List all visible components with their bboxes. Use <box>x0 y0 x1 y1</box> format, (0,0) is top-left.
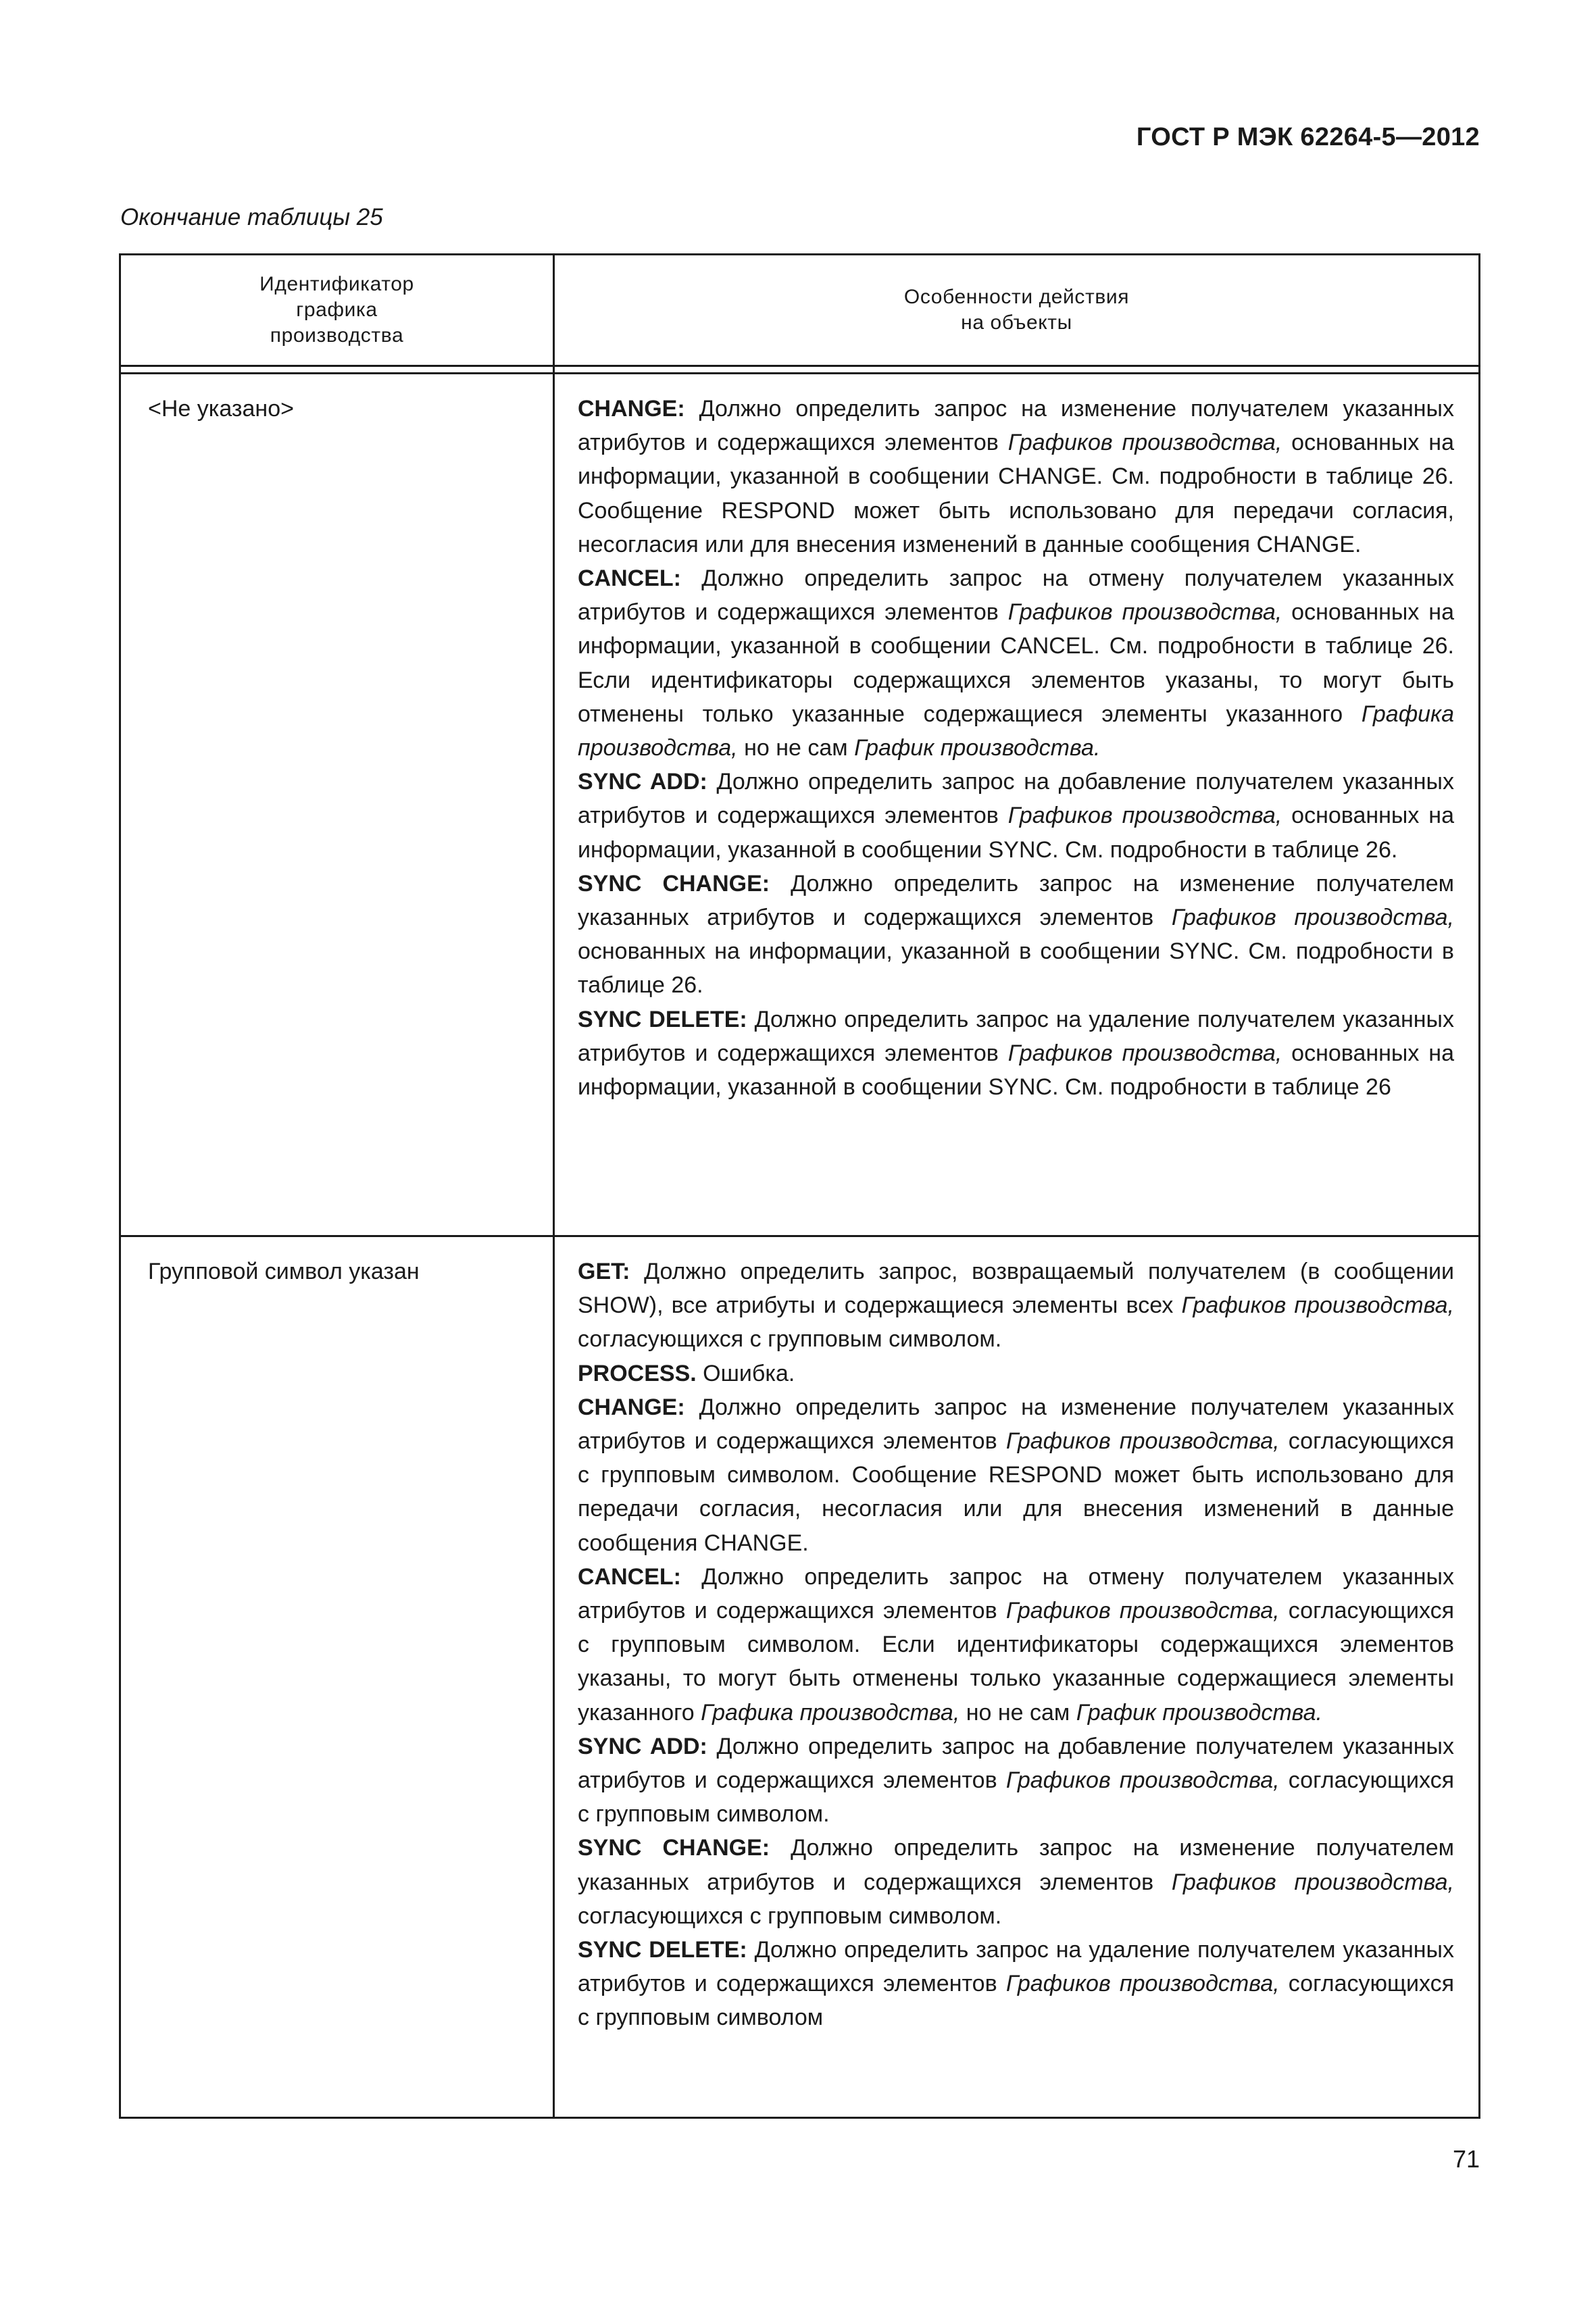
action-entry <box>578 765 1454 867</box>
schedule-identifier-cell: <Не указано> <box>120 374 554 1236</box>
column-header-actions-text: Особенности действия на объекты <box>903 286 1130 334</box>
action-description-cell <box>554 1236 1480 2118</box>
action-text: Должно определить запрос на изменение получателем указанных атрибутов и содержащихся элементов <box>578 396 1454 456</box>
action-keyword: SYNC ADD: <box>578 769 707 795</box>
table-row <box>120 1236 1480 2118</box>
column-header-identifier <box>120 255 554 366</box>
schedule-identifier-cell: Групповой символ указан <box>120 1236 554 2118</box>
action-entry <box>578 1933 1454 2035</box>
action-text: Ошибка. <box>696 1360 795 1386</box>
italic-term: Графиков производства, <box>1005 1767 1280 1794</box>
italic-term: Графиков производства, <box>1007 1040 1282 1066</box>
italic-term: Графиков производства, <box>1007 599 1282 626</box>
action-keyword: SYNC CHANGE: <box>578 1835 770 1861</box>
action-text: Должно определить запрос на удаление получателем указанных атрибутов и содержащихся элементов <box>578 1937 1454 1997</box>
action-text: согласующихся с групповым символом. <box>578 1767 1454 1828</box>
action-text: Должно определить запрос, возвращаемый получателем (в сообщении SHOW), все атрибуты и содержащиеся элементы всех <box>578 1259 1454 1319</box>
action-entry <box>578 1560 1454 1730</box>
action-text: Должно определить запрос на изменение получателем указанных атрибутов и содержащихся элементов <box>578 1394 1454 1455</box>
document-standard-code: ГОСТ Р МЭК 62264-5—2012 <box>1136 123 1480 151</box>
action-text: основанных на информации, указанной в сообщении CHANGE. См. подробности в таблице 26. Сообщение RESPOND может быть использовано для передачи согласия, несогласия или для внесения изменений в данные сообщения CHANGE. <box>578 430 1454 557</box>
action-text: Должно определить запрос на удаление получателем указанных атрибутов и содержащихся элементов <box>578 1006 1454 1066</box>
italic-term: Графиков производства, <box>1007 430 1282 456</box>
action-text: основанных на информации, указанной в сообщении SYNC. См. подробности в таблице 26. <box>578 938 1454 999</box>
action-entry <box>578 392 1454 561</box>
action-text: согласующихся с групповым символом. <box>578 1903 1002 1929</box>
page-number: 71 <box>1452 2145 1480 2173</box>
column-header-actions <box>554 255 1480 366</box>
action-text: Должно определить запрос на изменение получателем указанных атрибутов и содержащихся элементов <box>578 870 1454 931</box>
action-text: основанных на информации, указанной в сообщении CANCEL. См. подробности в таблице 26. Если идентификаторы содержащихся элементов указаны, то могут быть отменены только указанные содержащиеся элементы указанного <box>578 599 1454 727</box>
italic-term: Графиков производства, <box>1171 1869 1454 1895</box>
actions-table <box>119 253 1480 2119</box>
action-entry <box>578 867 1454 1003</box>
action-keyword: CANCEL: <box>578 565 681 592</box>
table-header-row <box>120 255 1480 366</box>
column-header-identifier-text: Идентификатор графика производства <box>259 273 414 347</box>
table-row <box>120 374 1480 1236</box>
action-keyword: SYNC CHANGE: <box>578 870 770 897</box>
action-entry <box>578 561 1454 765</box>
action-text: согласующихся с групповым символом. Сообщение RESPOND может быть использовано для передачи согласия, несогласия или для внесения изменений в данные сообщения CHANGE. <box>578 1428 1454 1556</box>
action-entry <box>578 1390 1454 1560</box>
action-keyword: PROCESS. <box>578 1360 697 1386</box>
action-keyword: SYNC ADD: <box>578 1733 707 1759</box>
italic-term: Графиков производства, <box>1005 1598 1280 1624</box>
action-description-cell <box>554 374 1480 1236</box>
italic-term: Графиков производства, <box>1171 905 1454 931</box>
action-text: Должно определить запрос на добавление получателем указанных атрибутов и содержащихся элементов <box>578 769 1454 829</box>
action-entry <box>578 1357 1454 1390</box>
action-keyword: GET: <box>578 1259 630 1284</box>
action-entry <box>578 1831 1454 1933</box>
action-text: согласующихся с групповым символом <box>578 1971 1454 2031</box>
action-text: основанных на информации, указанной в сообщении SYNC. См. подробности в таблице 26 <box>578 1040 1454 1101</box>
italic-term: Графиков производства, <box>1005 1428 1280 1455</box>
italic-term: Графика производства, <box>701 1699 960 1726</box>
action-text: Должно определить запрос на изменение получателем указанных атрибутов и содержащихся элементов <box>578 1835 1454 1895</box>
action-text: согласующихся с групповым символом. <box>578 1326 1002 1353</box>
italic-term: График производства. <box>1076 1699 1323 1726</box>
action-keyword: SYNC DELETE: <box>578 1937 747 1963</box>
action-text: но не сам <box>737 735 855 761</box>
action-keyword: CHANGE: <box>578 1394 685 1420</box>
italic-term: График производства. <box>854 735 1101 761</box>
action-entry <box>578 1255 1454 1357</box>
action-text: Должно определить запрос на отмену получателем указанных атрибутов и содержащихся элементов <box>578 565 1454 626</box>
action-keyword: SYNC DELETE: <box>578 1006 747 1032</box>
table-caption: Окончание таблицы 25 <box>120 204 383 230</box>
action-entry <box>578 1003 1454 1105</box>
italic-term: Графиков производства, <box>1005 1971 1280 1997</box>
action-keyword: CANCEL: <box>578 1563 681 1590</box>
action-entry <box>578 1730 1454 1832</box>
italic-term: Графиков производства, <box>1181 1292 1454 1319</box>
action-keyword: CHANGE: <box>578 396 685 422</box>
header-separator-row <box>120 366 1480 374</box>
action-text: Должно определить запрос на отмену получателем указанных атрибутов и содержащихся элементов <box>578 1563 1454 1624</box>
action-text: но не сам <box>959 1699 1076 1726</box>
action-text: Должно определить запрос на добавление получателем указанных атрибутов и содержащихся элементов <box>578 1733 1454 1794</box>
action-text: согласующихся с групповым символом. Если идентификаторы содержащихся элементов указаны, то могут быть отменены только указанные содержащиеся элементы указанного <box>578 1598 1454 1726</box>
action-text: основанных на информации, указанной в сообщении SYNC. См. подробности в таблице 26. <box>578 803 1454 863</box>
italic-term: Графика производства, <box>578 701 1454 761</box>
italic-term: Графиков производства, <box>1007 803 1282 829</box>
